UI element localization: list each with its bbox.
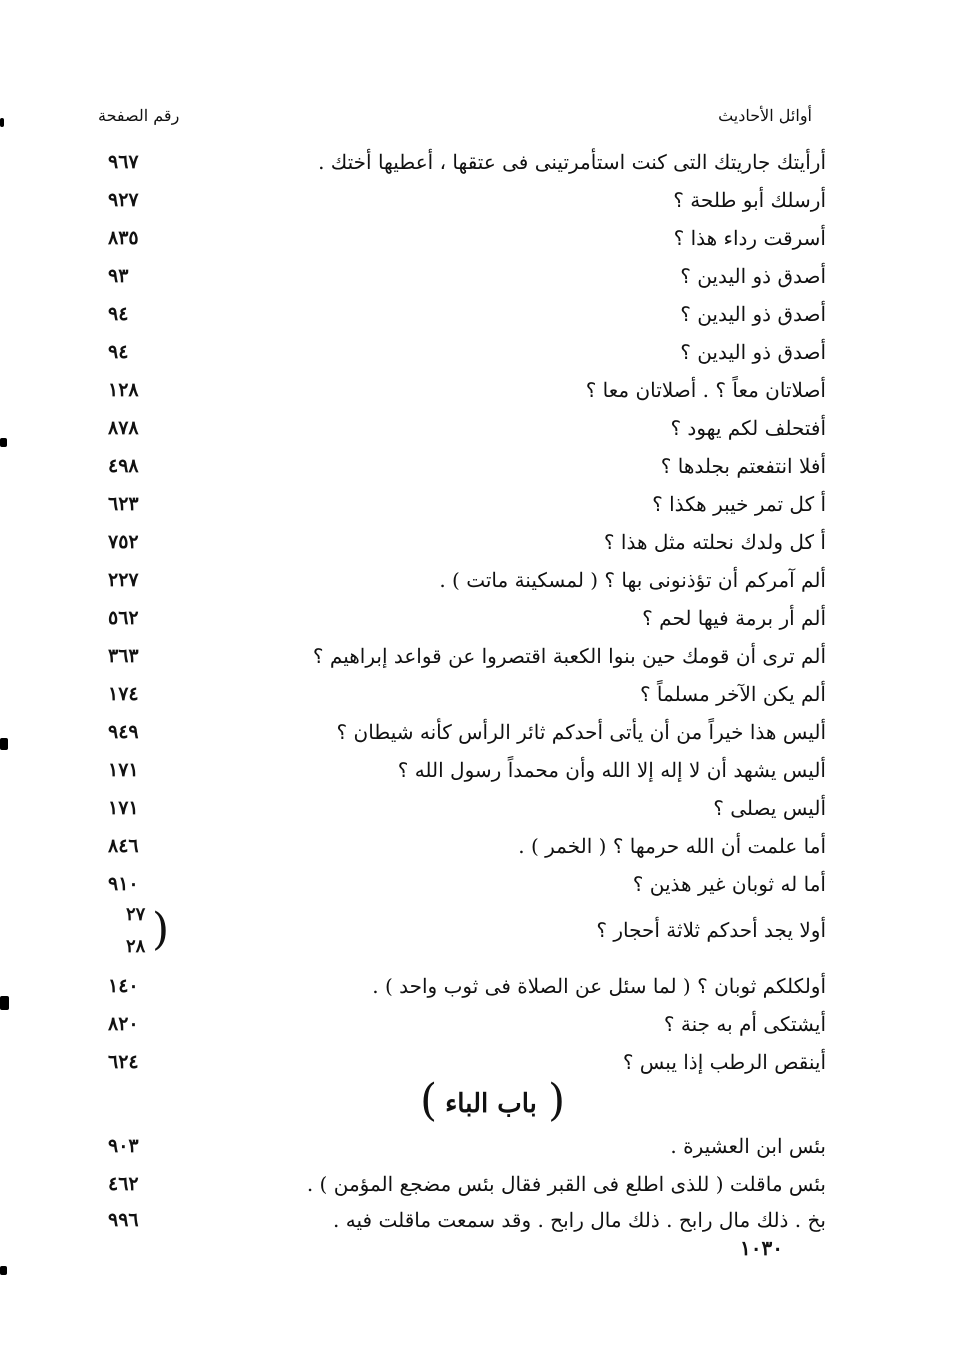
list-item: [0, 412, 958, 446]
hadith-text: أفلا انتفعتم بجلدها ؟: [660, 454, 826, 478]
list-item: [0, 640, 958, 674]
page-ref: ٦٢٣: [108, 493, 139, 515]
list-item: [0, 222, 958, 256]
page-ref: ٩٤: [108, 303, 129, 325]
list-item: [0, 1008, 958, 1042]
hadith-text: أصدق ذو اليدين ؟: [680, 302, 826, 326]
page-ref: ٨٤٦: [108, 835, 139, 857]
list-item: [0, 526, 958, 560]
hadith-text: بئس ابن العشيرة .: [670, 1134, 826, 1158]
page-ref: ٩١٠: [108, 873, 139, 895]
scan-mark: [0, 738, 8, 750]
list-item: [0, 830, 958, 864]
scan-mark: [0, 118, 4, 127]
ornament-right: ): [548, 1075, 566, 1126]
page-ref: ٩٦٧: [108, 151, 139, 173]
list-item: [0, 1204, 958, 1238]
hadith-text: ألم أر برمة فيها لحم ؟: [642, 606, 826, 630]
page-ref: ٥٦٢: [108, 607, 139, 629]
page-ref: ٩٩٦: [108, 1209, 139, 1231]
page-ref: ١٧١: [108, 759, 139, 781]
list-item: [0, 488, 958, 522]
list-item: [0, 374, 958, 408]
ornament-left: (: [420, 1075, 438, 1126]
hadith-text: ألم يكن الآخر مسلماً ؟: [639, 682, 826, 706]
hadith-text: أليس يصلى ؟: [713, 796, 826, 820]
bracket-ornament: ): [152, 904, 170, 955]
list-item: [0, 1046, 958, 1080]
hadith-text: أ كل تمر خيبر هكذا ؟: [652, 492, 826, 516]
page-ref: ٩٣: [108, 265, 129, 287]
hadith-text: أسرقت رداء هذا ؟: [673, 226, 826, 250]
page-ref: ١٧٤: [108, 683, 139, 705]
page-ref: ٤٩٨: [108, 455, 139, 477]
hadith-text: أصدق ذو اليدين ؟: [680, 264, 826, 288]
list-item: [0, 184, 958, 218]
page-ref: ٨٣٥: [108, 227, 139, 249]
list-item: [0, 260, 958, 294]
scan-mark: [0, 1266, 7, 1275]
hadith-text: بئس ماقلت ( للذى اطلع فى القبر فقال بئس مضجع المؤمن ) .: [306, 1172, 826, 1196]
hadith-text: ألم آمركم أن تؤذنونى بها ؟ ( لمسكينة ماتت ) .: [439, 568, 826, 592]
list-item: [0, 564, 958, 598]
hadith-text: ألم ترى أن قومك حين بنوا الكعبة اقتصروا عن قواعد إبراهيم ؟: [312, 644, 826, 668]
list-item: [0, 298, 958, 332]
scan-mark: [0, 996, 9, 1010]
list-item: [0, 716, 958, 750]
list-item: [0, 868, 958, 902]
hadith-text: أولكلكم ثوبان ؟ ( لما سئل عن الصلاة فى ثوب واحد ) .: [372, 974, 826, 998]
page-ref: ٧٥٢: [108, 531, 139, 553]
hadith-text: أيشتكى أم به جنة ؟: [663, 1012, 826, 1036]
page-ref: ١٢٨: [108, 379, 139, 401]
page-ref: ١٤٠: [108, 975, 139, 997]
page-column-header: رقم الصفحة: [98, 106, 180, 125]
page-ref: ٩٢٧: [108, 189, 139, 211]
hadith-text: أما له ثوبان غير هذين ؟: [632, 872, 826, 896]
hadith-text: أولا يجد أحدكم ثلاثة أحجار ؟: [596, 918, 826, 942]
list-item: [0, 602, 958, 636]
hadith-text: أينقص الرطب إذا يبس ؟: [622, 1050, 826, 1074]
hadith-text: أليس يشهد أن لا إله إلا الله وأن محمداً رسول الله ؟: [397, 758, 826, 782]
page-ref: ٩٤: [108, 341, 129, 363]
page-ref: ٦٢٤: [108, 1051, 139, 1073]
hadith-text: بخ . ذلك مال رابح . ذلك مال رابح . وقد سمعت ماقلت فيه .: [333, 1208, 826, 1232]
list-item: [0, 336, 958, 370]
page-ref: ٨٧٨: [108, 417, 139, 439]
hadith-text: أفتحلف لكم يهود ؟: [670, 416, 826, 440]
page-number: ١٠٣٠: [740, 1236, 783, 1260]
running-header-title: أوائل الأحاديث: [718, 106, 812, 125]
hadith-text: أصلاتان معاً ؟ . أصلاتان معا ؟: [585, 378, 826, 402]
scan-mark: [0, 438, 7, 447]
list-item: [0, 792, 958, 826]
list-item: [0, 146, 958, 180]
hadith-text: أ كل ولدك نحلته مثل هذا ؟: [603, 530, 826, 554]
page-ref: ٤٦٢: [108, 1173, 139, 1195]
page-ref: ٨٢٠: [108, 1013, 139, 1035]
page-ref: ١٧١: [108, 797, 139, 819]
page-ref: ٢٢٧: [108, 569, 139, 591]
page-ref: ٢٧: [126, 904, 146, 925]
list-item: [0, 450, 958, 484]
page-ref: ٩٤٩: [108, 721, 139, 743]
list-item: [0, 970, 958, 1004]
list-item: [0, 1130, 958, 1164]
hadith-text: أرسلك أبو طلحة ؟: [673, 188, 826, 212]
page-ref: ٣٦٣: [108, 645, 139, 667]
hadith-text: أليس هذا خيراً من أن يأتى أحدكم ثائر الرأس كأنه شيطان ؟: [336, 720, 826, 744]
section-heading: باب الباء: [445, 1089, 537, 1119]
hadith-text: أما علمت أن الله حرمها ؟ ( الخمر ) .: [518, 834, 826, 858]
hadith-text: أرأيتك جاريتك التى كنت استأمرتينى فى عتقها ، أعطيها أختك .: [318, 150, 826, 174]
page-ref: ٢٨: [126, 936, 146, 957]
list-item: [0, 754, 958, 788]
page-ref: ٩٠٣: [108, 1135, 139, 1157]
hadith-text: أصدق ذو اليدين ؟: [680, 340, 826, 364]
list-item: [0, 1168, 958, 1202]
list-item: [0, 678, 958, 712]
